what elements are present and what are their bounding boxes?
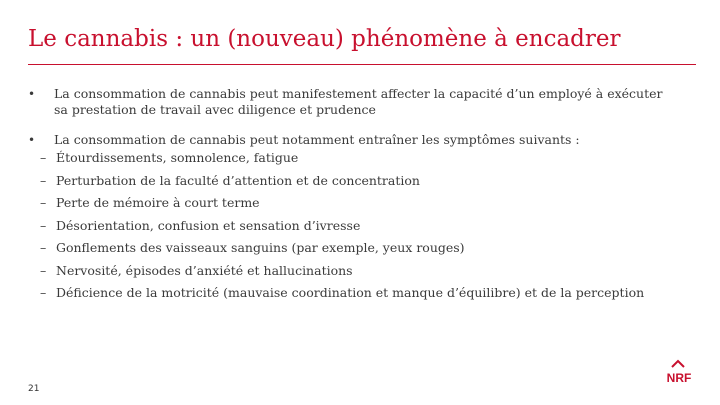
symptom-item [40, 195, 700, 218]
symptom-item [40, 263, 700, 286]
bullet-text: La consommation de cannabis peut manifestement affecter la capacité d’un employé à exécuter sa prestation de travail avec diligence et prudence [54, 86, 663, 117]
nrf-logo-icon [664, 358, 694, 388]
symptom-text: Déficience de la motricité (mauvaise coordination et manque d’équilibre) et de la perception [56, 285, 645, 300]
dash-marker: – [40, 262, 47, 278]
symptom-text: Gonflements des vaisseaux sanguins (par exemple, yeux rouges) [56, 240, 465, 255]
symptom-item [40, 218, 700, 241]
bullet-marker: • [28, 133, 36, 147]
symptom-item [40, 150, 700, 173]
symptom-text: Nervosité, épisodes d’anxiété et hallucinations [56, 262, 353, 278]
symptom-item [40, 240, 700, 263]
bullet-marker: • [28, 87, 36, 101]
symptom-text: Étourdissements, somnolence, fatigue [56, 150, 299, 165]
dash-marker: – [40, 217, 47, 233]
symptom-item [40, 285, 700, 308]
symptom-list [40, 150, 700, 308]
symptom-item [40, 173, 700, 196]
symptom-text: Perte de mémoire à court terme [56, 195, 260, 210]
bullet-item [28, 86, 668, 118]
dash-marker: – [40, 150, 47, 165]
bullet-item [28, 132, 668, 148]
dash-marker: – [40, 240, 47, 255]
logo-text: NRF [666, 371, 692, 385]
symptom-text: Désorientation, confusion et sensation d’ivresse [56, 217, 361, 233]
dash-marker: – [40, 285, 47, 300]
slide-title: Le cannabis : un (nouveau) phénomène à encadrer [28, 26, 621, 52]
dash-marker: – [40, 172, 47, 188]
dash-marker: – [40, 195, 47, 210]
title-divider [28, 64, 696, 65]
bullet-text: La consommation de cannabis peut notamment entraîner les symptômes suivants : [54, 132, 580, 147]
symptom-text: Perturbation de la faculté d’attention et de concentration [56, 172, 420, 188]
page-number: 21 [28, 384, 40, 394]
